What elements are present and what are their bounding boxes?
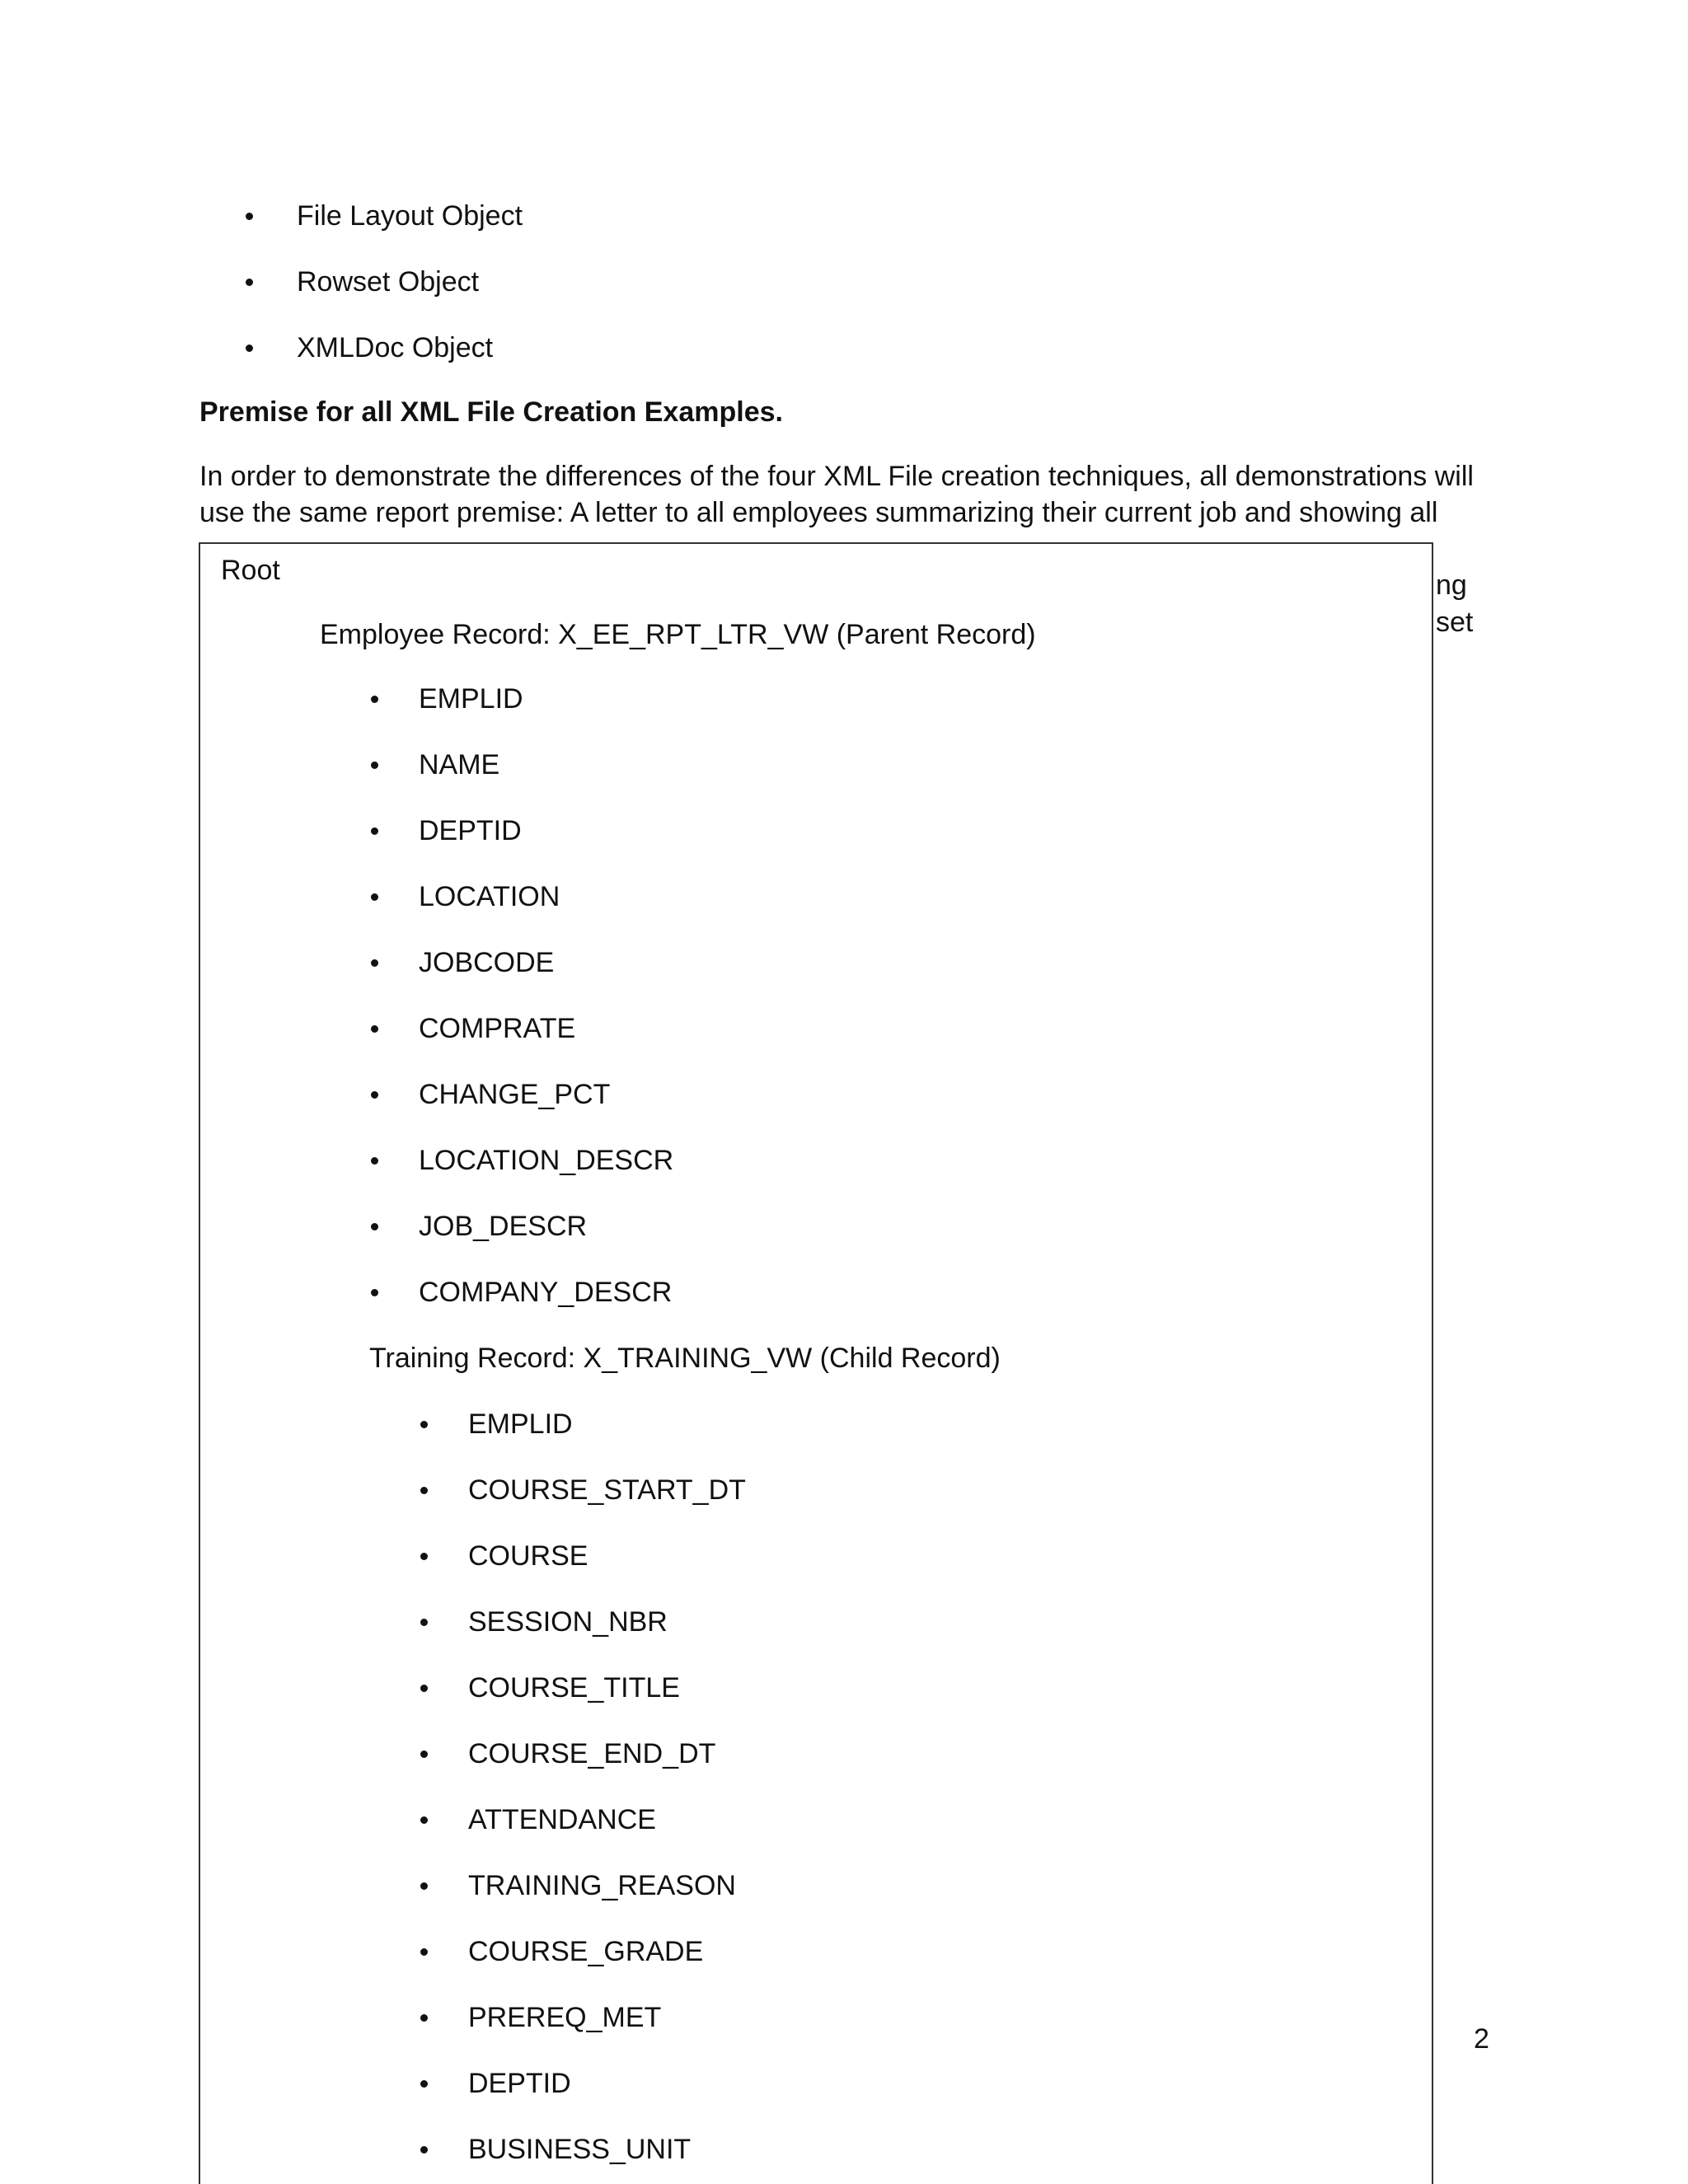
child-record-label: Training Record: X_TRAINING_VW (Child Record) (369, 1343, 1001, 1374)
list-item-text: COURSE_START_DT (468, 1474, 746, 1506)
bullet-icon (371, 1289, 378, 1296)
bullet-icon (420, 1882, 428, 1890)
bullet-icon (371, 696, 378, 703)
bullet-icon (420, 1619, 428, 1626)
bullet-icon (371, 1091, 378, 1099)
paragraph-line: In order to demonstrate the differences of the four XML File creation techniques, all demonstrations will (199, 461, 1474, 492)
page-number: 2 (1474, 2023, 1489, 2055)
list-item-text: EMPLID (468, 1408, 573, 1440)
bullet-icon (246, 279, 253, 286)
premise-paragraph (199, 458, 1485, 531)
list-item-text: COURSE (468, 1540, 588, 1572)
list-item-text: COURSE_END_DT (468, 1738, 716, 1769)
list-item-text: LOCATION (419, 881, 560, 912)
list-item-text: DEPTID (419, 815, 522, 846)
list-item-text: PREREQ_MET (468, 2002, 662, 2033)
list-item-text: COMPRATE (419, 1013, 576, 1044)
list-item-text: DEPTID (468, 2068, 571, 2099)
bullet-icon (420, 2080, 428, 2088)
bullet-icon (420, 1948, 428, 1956)
list-item-text: COMPANY_DESCR (419, 1277, 673, 1308)
bullet-icon (420, 1750, 428, 1758)
paragraph-fragment: ng (1436, 569, 1467, 601)
list-item-text: EMPLID (419, 683, 523, 715)
bullet-icon (371, 827, 378, 835)
bullet-icon (420, 1816, 428, 1824)
list-item-text: LOCATION_DESCR (419, 1145, 674, 1176)
bullet-icon (420, 2014, 428, 2022)
list-item-text: COURSE_TITLE (468, 1672, 680, 1704)
bullet-icon (420, 1421, 428, 1428)
bullet-icon (371, 1223, 378, 1230)
bullet-icon (246, 213, 253, 220)
list-item-text: File Layout Object (297, 200, 523, 232)
bullet-icon (420, 1487, 428, 1494)
section-heading: Premise for all XML File Creation Examples. (199, 396, 783, 428)
list-item-text: JOB_DESCR (419, 1211, 588, 1242)
bullet-icon (420, 1553, 428, 1560)
list-item-text: CHANGE_PCT (419, 1079, 611, 1110)
record-structure-textbox (199, 542, 1433, 2184)
bullet-icon (371, 1157, 378, 1165)
list-item-text: TRAINING_REASON (468, 1870, 736, 1901)
list-item-text: JOBCODE (419, 947, 555, 978)
bullet-icon (371, 1025, 378, 1033)
bullet-icon (371, 762, 378, 769)
list-item-text: COURSE_GRADE (468, 1936, 704, 1967)
list-item-text: BUSINESS_UNIT (468, 2134, 692, 2165)
list-item-text: ATTENDANCE (468, 1804, 656, 1835)
list-item-text: SESSION_NBR (468, 1606, 668, 1638)
bullet-icon (371, 893, 378, 901)
root-label: Root (221, 555, 280, 586)
bullet-icon (371, 959, 378, 967)
bullet-icon (246, 344, 253, 352)
paragraph-fragment: set (1436, 607, 1474, 638)
paragraph-line: use the same report premise: A letter to all employees summarizing their current job and showing all (199, 497, 1438, 528)
bullet-icon (420, 1685, 428, 1692)
bullet-icon (420, 2146, 428, 2154)
list-item-text: Rowset Object (297, 266, 480, 298)
list-item-text: XMLDoc Object (297, 332, 494, 363)
list-item-text: NAME (419, 749, 500, 780)
parent-record-label: Employee Record: X_EE_RPT_LTR_VW (Parent Record) (320, 619, 1036, 650)
